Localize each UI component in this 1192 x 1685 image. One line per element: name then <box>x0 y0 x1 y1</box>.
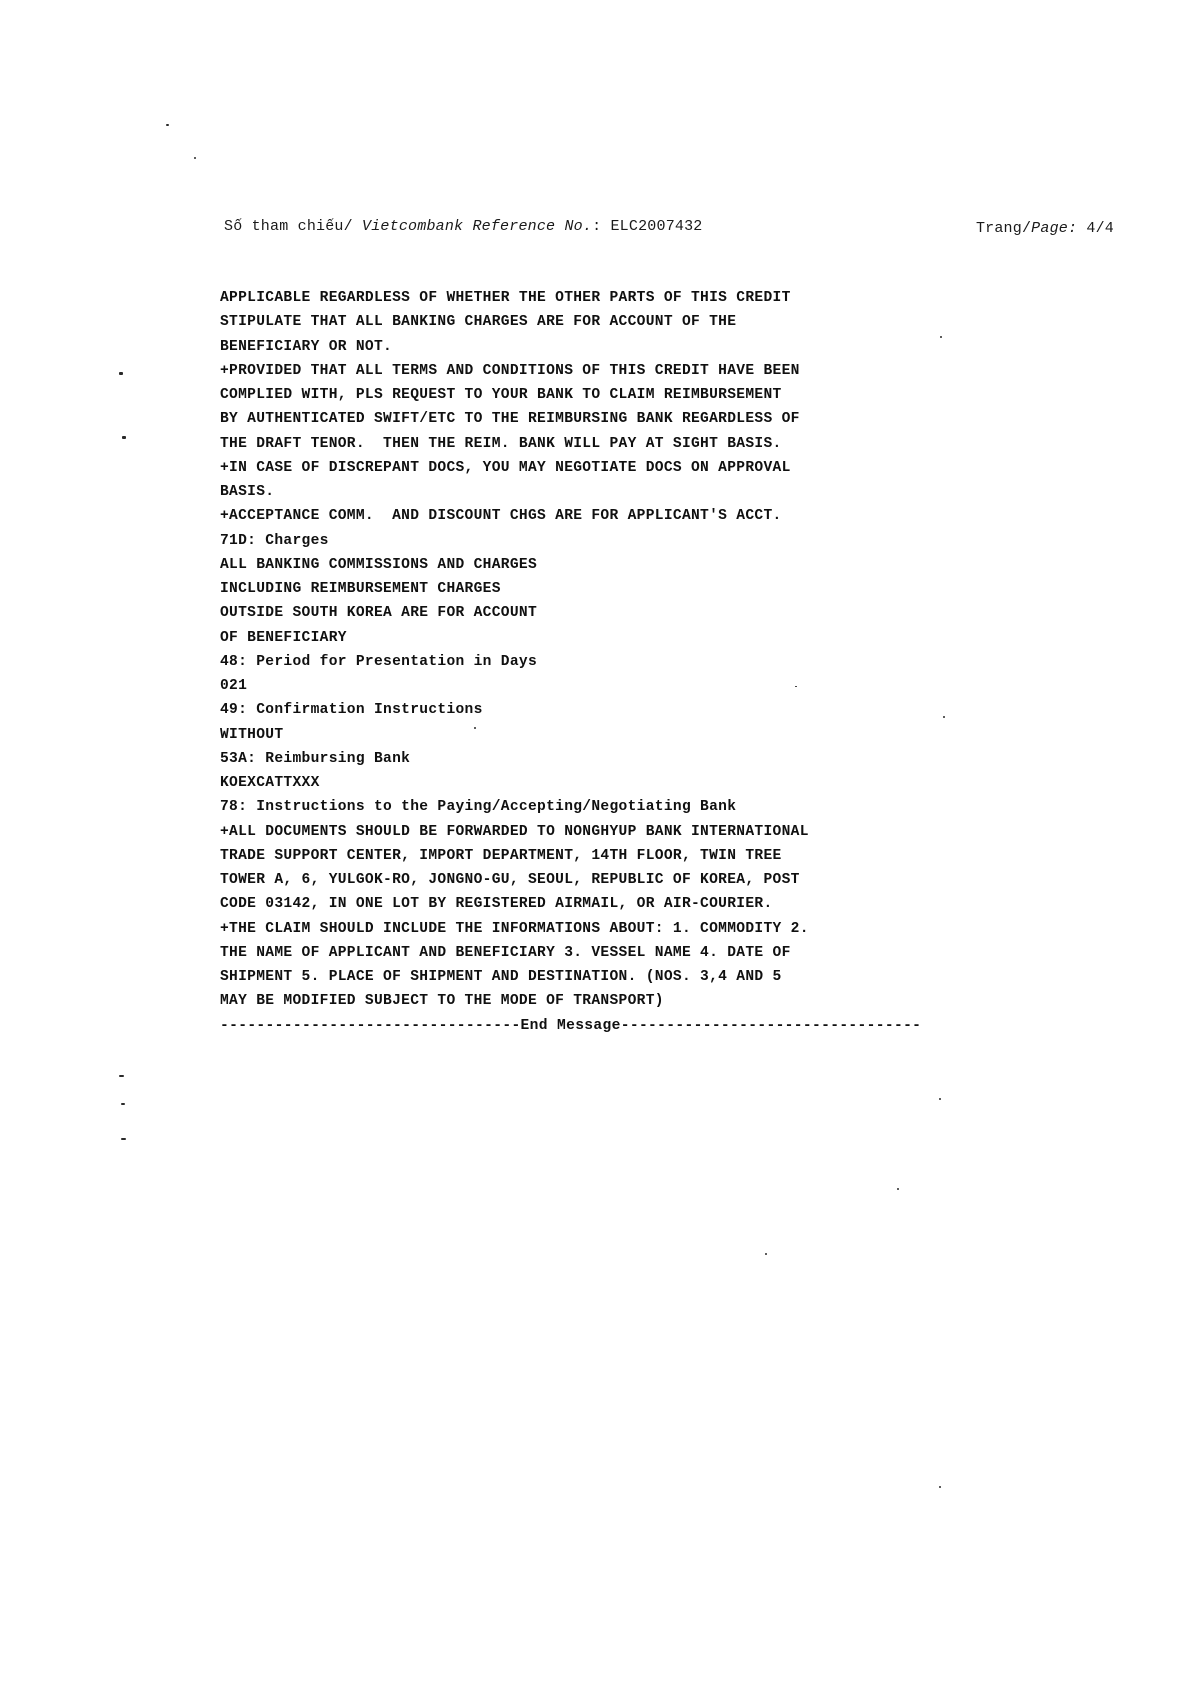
text-line: +THE CLAIM SHOULD INCLUDE THE INFORMATIONS ABOUT: 1. COMMODITY 2. <box>220 920 809 937</box>
reference-label: Số tham chiếu/ <box>224 218 363 235</box>
scan-speck <box>119 372 123 375</box>
text-line: OF BENEFICIARY <box>220 629 347 646</box>
text-line: STIPULATE THAT ALL BANKING CHARGES ARE FOR ACCOUNT OF THE <box>220 314 737 331</box>
text-line: THE NAME OF APPLICANT AND BENEFICIARY 3. VESSEL NAME 4. DATE OF <box>220 944 791 961</box>
document-header <box>224 218 1114 242</box>
text-line: +ACCEPTANCE COMM. AND DISCOUNT CHGS ARE FOR APPLICANT'S ACCT. <box>220 508 782 525</box>
page-value: 4/4 <box>1077 220 1114 237</box>
page-number <box>976 220 1114 237</box>
scan-speck <box>194 157 196 159</box>
text-line: ALL BANKING COMMISSIONS AND CHARGES <box>220 556 538 573</box>
text-line: +IN CASE OF DISCREPANT DOCS, YOU MAY NEGOTIATE DOCS ON APPROVAL <box>220 459 791 476</box>
scan-speck <box>939 1486 941 1488</box>
text-line: COMPLIED WITH, PLS REQUEST TO YOUR BANK TO CLAIM REIMBURSEMENT <box>220 387 782 403</box>
text-line: INCLUDING REIMBURSEMENT CHARGES <box>220 581 501 597</box>
field-heading-53a: 53A: Reimbursing Bank <box>220 750 411 767</box>
text-line: CODE 03142, IN ONE LOT BY REGISTERED AIRMAIL, OR AIR-COURIER. <box>220 896 773 913</box>
page-label-english: Page: <box>1031 220 1078 237</box>
text-line: BY AUTHENTICATED SWIFT/ETC TO THE REIMBURSING BANK REGARDLESS OF <box>220 411 800 428</box>
reference-label-english: Vietcombank Reference No. <box>362 218 593 235</box>
text-line: APPLICABLE REGARDLESS OF WHETHER THE OTHER PARTS OF THIS CREDIT <box>220 290 791 306</box>
reference-number: : ELC2007432 <box>592 218 703 235</box>
field-heading-71d: 71D: Charges <box>220 532 329 549</box>
scan-speck <box>897 1188 899 1190</box>
scan-speck <box>121 1138 126 1140</box>
text-line: 021 <box>220 678 248 694</box>
text-line: THE DRAFT TENOR. THEN THE REIM. BANK WILL PAY AT SIGHT BASIS. <box>220 435 782 452</box>
scan-speck <box>166 124 169 126</box>
text-line: WITHOUT <box>220 726 284 743</box>
text-line: +ALL DOCUMENTS SHOULD BE FORWARDED TO NONGHYUP BANK INTERNATIONAL <box>220 823 809 840</box>
text-line: MAY BE MODIFIED SUBJECT TO THE MODE OF TRANSPORT) <box>220 993 664 1010</box>
scan-speck <box>765 1253 767 1255</box>
message-body <box>220 286 1120 1038</box>
text-line: BASIS. <box>220 484 275 500</box>
end-message-divider: ---------------------------------End Message--------------------------------- <box>220 1017 922 1034</box>
field-heading-78: 78: Instructions to the Paying/Accepting/Negotiating Bank <box>220 799 737 816</box>
text-line: OUTSIDE SOUTH KOREA ARE FOR ACCOUNT <box>220 605 538 622</box>
field-heading-49: 49: Confirmation Instructions <box>220 702 483 719</box>
text-line: SHIPMENT 5. PLACE OF SHIPMENT AND DESTINATION. (NOS. 3,4 AND 5 <box>220 969 782 985</box>
scan-speck <box>122 436 126 439</box>
text-line: TOWER A, 6, YULGOK-RO, JONGNO-GU, SEOUL, REPUBLIC OF KOREA, POST <box>220 872 800 888</box>
page-label: Trang/ <box>975 220 1032 237</box>
scan-speck <box>939 1098 941 1100</box>
scan-speck <box>119 1075 124 1077</box>
text-line: +PROVIDED THAT ALL TERMS AND CONDITIONS OF THIS CREDIT HAVE BEEN <box>220 362 800 379</box>
text-line: TRADE SUPPORT CENTER, IMPORT DEPARTMENT, 14TH FLOOR, TWIN TREE <box>220 847 782 864</box>
text-line: BENEFICIARY OR NOT. <box>220 338 393 355</box>
field-heading-48: 48: Period for Presentation in Days <box>220 653 538 670</box>
scan-speck <box>121 1103 125 1105</box>
text-line: KOEXCATTXXX <box>220 775 320 791</box>
